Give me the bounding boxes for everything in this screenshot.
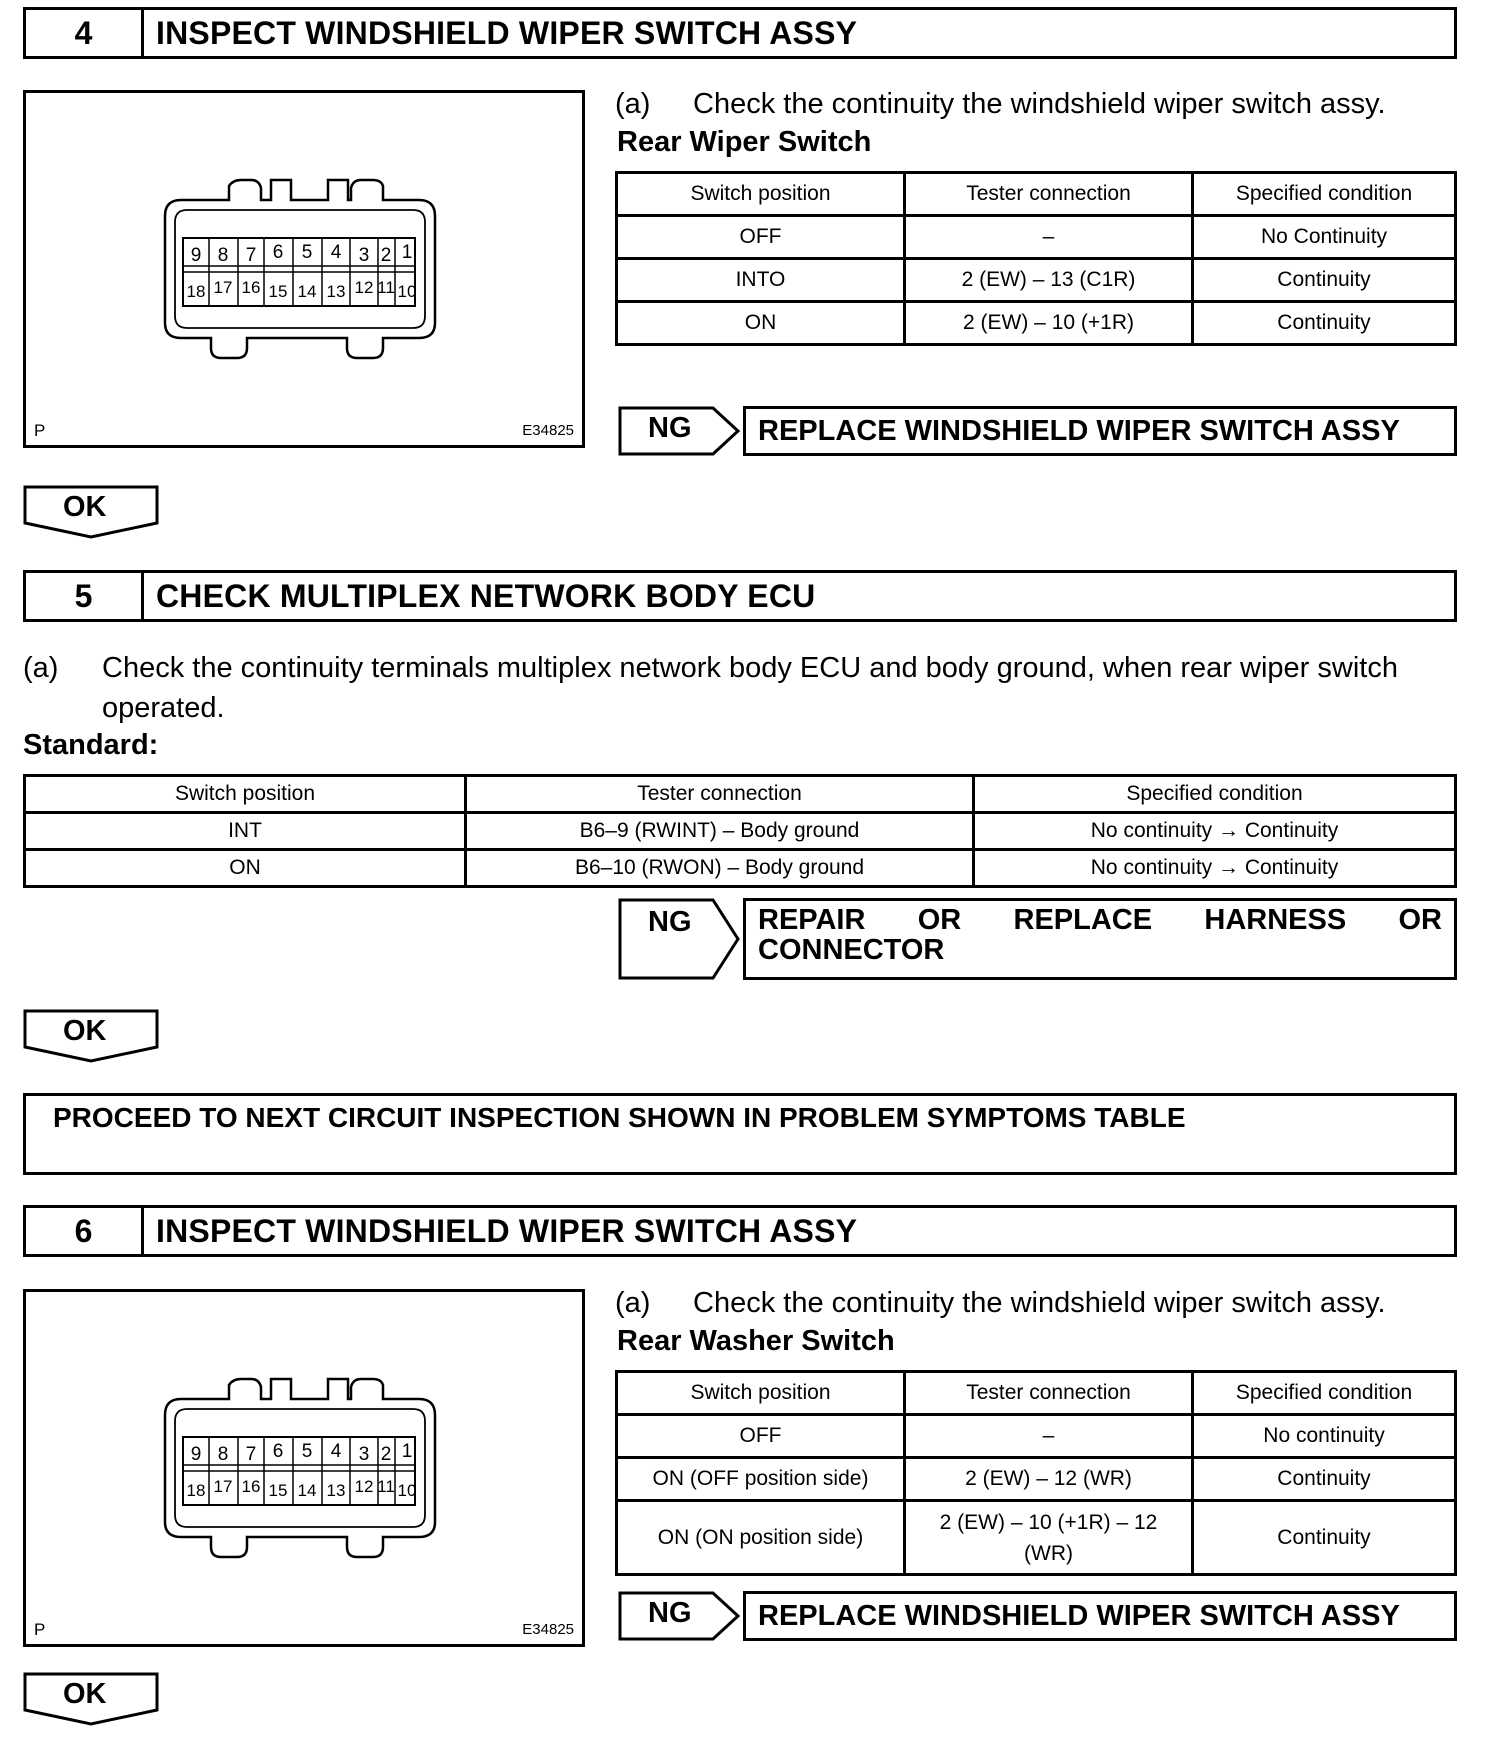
table-header: Tester connection <box>905 1372 1193 1415</box>
table-header: Specified condition <box>974 776 1456 813</box>
ng-arrow <box>618 1591 743 1641</box>
instruction-label: (a) <box>23 652 59 684</box>
pin-label: 4 <box>330 1441 342 1462</box>
table-cell: 2 (EW) – 12 (WR) <box>905 1458 1193 1501</box>
table-header: Tester connection <box>905 173 1193 216</box>
instruction-label: (a) <box>615 88 651 120</box>
pin-label: 17 <box>213 1477 233 1496</box>
pin-label: 6 <box>272 1441 284 1462</box>
step-6-ok <box>23 1672 159 1724</box>
step-5-ng-result <box>618 898 1457 980</box>
table-cell: No continuity → Continuity <box>974 813 1456 850</box>
step-6-header <box>23 1205 1457 1257</box>
table-cell: No Continuity <box>1193 216 1456 259</box>
pin-label: 12 <box>354 278 374 297</box>
step-4-subheading: Rear Wiper Switch <box>617 126 872 158</box>
pin-label: 10 <box>397 1481 417 1500</box>
table-cell: – <box>905 1415 1193 1458</box>
step-6-table <box>615 1370 1457 1576</box>
figure-corner-label: P <box>34 1620 46 1639</box>
connector-diagram <box>151 178 451 363</box>
table-cell: INT <box>25 813 466 850</box>
table-cell: OFF <box>617 216 905 259</box>
pin-label: 8 <box>217 1444 229 1465</box>
step-4-number: 4 <box>26 10 144 56</box>
pin-label: 8 <box>217 245 229 266</box>
pin-label: 3 <box>358 1444 370 1465</box>
table-cell: Continuity <box>1193 1501 1456 1575</box>
table-cell: 2 (EW) – 10 (+1R) – 12 (WR) <box>905 1501 1193 1575</box>
pin-label: 12 <box>354 1477 374 1496</box>
pin-label: 7 <box>245 245 257 266</box>
step-5-ok <box>23 1009 159 1061</box>
step-5-number: 5 <box>26 573 144 619</box>
table-cell: B6–9 (RWINT) – Body ground <box>466 813 974 850</box>
step-4-instruction <box>615 84 1475 124</box>
ng-action: REPLACE WINDSHIELD WIPER SWITCH ASSY <box>743 406 1457 456</box>
pin-label: 2 <box>380 1444 392 1465</box>
pin-label: 1 <box>401 1441 413 1462</box>
table-cell: 2 (EW) – 10 (+1R) <box>905 302 1193 345</box>
ok-label: OK <box>63 491 107 523</box>
table-cell: Continuity <box>1193 1458 1456 1501</box>
table-cell: ON <box>617 302 905 345</box>
pin-label: 6 <box>272 242 284 263</box>
figure-code: E34825 <box>522 1621 574 1638</box>
instruction-text: Check the continuity the windshield wiper switch assy. <box>693 1287 1386 1319</box>
table-header: Tester connection <box>466 776 974 813</box>
ng-action-line: CONNECTOR <box>758 934 945 966</box>
step-6-number: 6 <box>26 1208 144 1254</box>
table-cell: No continuity <box>1193 1415 1456 1458</box>
pin-label: 14 <box>297 282 317 301</box>
step-4-table <box>615 171 1457 346</box>
pin-label: 11 <box>377 278 395 297</box>
step-5-instruction <box>23 648 1463 688</box>
pin-label: 2 <box>380 245 392 266</box>
instruction-text: Check the continuity the windshield wiper switch assy. <box>693 88 1386 120</box>
pin-label: 14 <box>297 1481 317 1500</box>
pin-label: 15 <box>268 282 288 301</box>
table-cell: – <box>905 216 1193 259</box>
standard-label: Standard: <box>23 729 159 761</box>
connector-diagram <box>151 1377 451 1562</box>
table-header: Specified condition <box>1193 173 1456 216</box>
step-4-ng-result <box>618 406 1457 456</box>
pin-label: 10 <box>397 282 417 301</box>
pin-label: 15 <box>268 1481 288 1500</box>
ng-label: NG <box>648 1597 692 1629</box>
pin-label: 1 <box>401 242 413 263</box>
step-5-table <box>23 774 1457 888</box>
table-cell: Continuity <box>1193 259 1456 302</box>
figure-code: E34825 <box>522 422 574 439</box>
table-header: Switch position <box>25 776 466 813</box>
table-header: Specified condition <box>1193 1372 1456 1415</box>
pin-label: 13 <box>326 1481 346 1500</box>
instruction-label: (a) <box>615 1287 651 1319</box>
step-5-instruction-cont: operated. <box>102 692 225 724</box>
pin-label: 16 <box>241 278 261 297</box>
pin-label: 16 <box>241 1477 261 1496</box>
table-header: Switch position <box>617 1372 905 1415</box>
pin-label: 13 <box>326 282 346 301</box>
ok-label: OK <box>63 1015 107 1047</box>
figure-corner-label: P <box>34 421 46 440</box>
step-4-ok <box>23 485 159 537</box>
step-4-title: INSPECT WINDSHIELD WIPER SWITCH ASSY <box>156 14 858 51</box>
ok-label: OK <box>63 1678 107 1710</box>
step-5-header <box>23 570 1457 622</box>
pin-label: 3 <box>358 245 370 266</box>
table-cell: ON <box>25 850 466 887</box>
step-6-subheading: Rear Washer Switch <box>617 1325 895 1357</box>
ng-action: REPLACE WINDSHIELD WIPER SWITCH ASSY <box>743 1591 1457 1641</box>
table-cell: B6–10 (RWON) – Body ground <box>466 850 974 887</box>
table-cell: OFF <box>617 1415 905 1458</box>
step-5-title: CHECK MULTIPLEX NETWORK BODY ECU <box>156 577 816 614</box>
pin-label: 5 <box>301 242 313 263</box>
step-6-instruction <box>615 1283 1475 1323</box>
table-cell: ON (OFF position side) <box>617 1458 905 1501</box>
pin-label: 17 <box>213 278 233 297</box>
ng-arrow <box>618 898 743 980</box>
table-header: Switch position <box>617 173 905 216</box>
pin-label: 9 <box>190 1444 202 1465</box>
table-cell: ON (ON position side) <box>617 1501 905 1575</box>
step-6-title: INSPECT WINDSHIELD WIPER SWITCH ASSY <box>156 1212 858 1249</box>
ng-arrow <box>618 406 743 456</box>
step-4-connector-figure <box>23 90 585 448</box>
pin-label: 9 <box>190 245 202 266</box>
ng-label: NG <box>648 412 692 444</box>
table-cell: No continuity → Continuity <box>974 850 1456 887</box>
table-cell: INTO <box>617 259 905 302</box>
table-cell: Continuity <box>1193 302 1456 345</box>
table-cell: 2 (EW) – 13 (C1R) <box>905 259 1193 302</box>
proceed-box: PROCEED TO NEXT CIRCUIT INSPECTION SHOWN IN PROBLEM SYMPTOMS TABLE <box>23 1093 1457 1175</box>
ng-action-line: REPAIR OR REPLACE HARNESS OR <box>758 904 1442 936</box>
step-4-header <box>23 7 1457 59</box>
ng-label: NG <box>648 906 692 938</box>
pin-label: 18 <box>186 282 206 301</box>
ng-action <box>743 898 1457 980</box>
pin-label: 11 <box>377 1477 395 1496</box>
pin-label: 4 <box>330 242 342 263</box>
step-6-ng-result <box>618 1591 1457 1641</box>
pin-label: 7 <box>245 1444 257 1465</box>
pin-label: 18 <box>186 1481 206 1500</box>
instruction-text: Check the continuity terminals multiplex network body ECU and body ground, when rear wiper switch <box>102 652 1398 684</box>
pin-label: 5 <box>301 1441 313 1462</box>
step-6-connector-figure <box>23 1289 585 1647</box>
